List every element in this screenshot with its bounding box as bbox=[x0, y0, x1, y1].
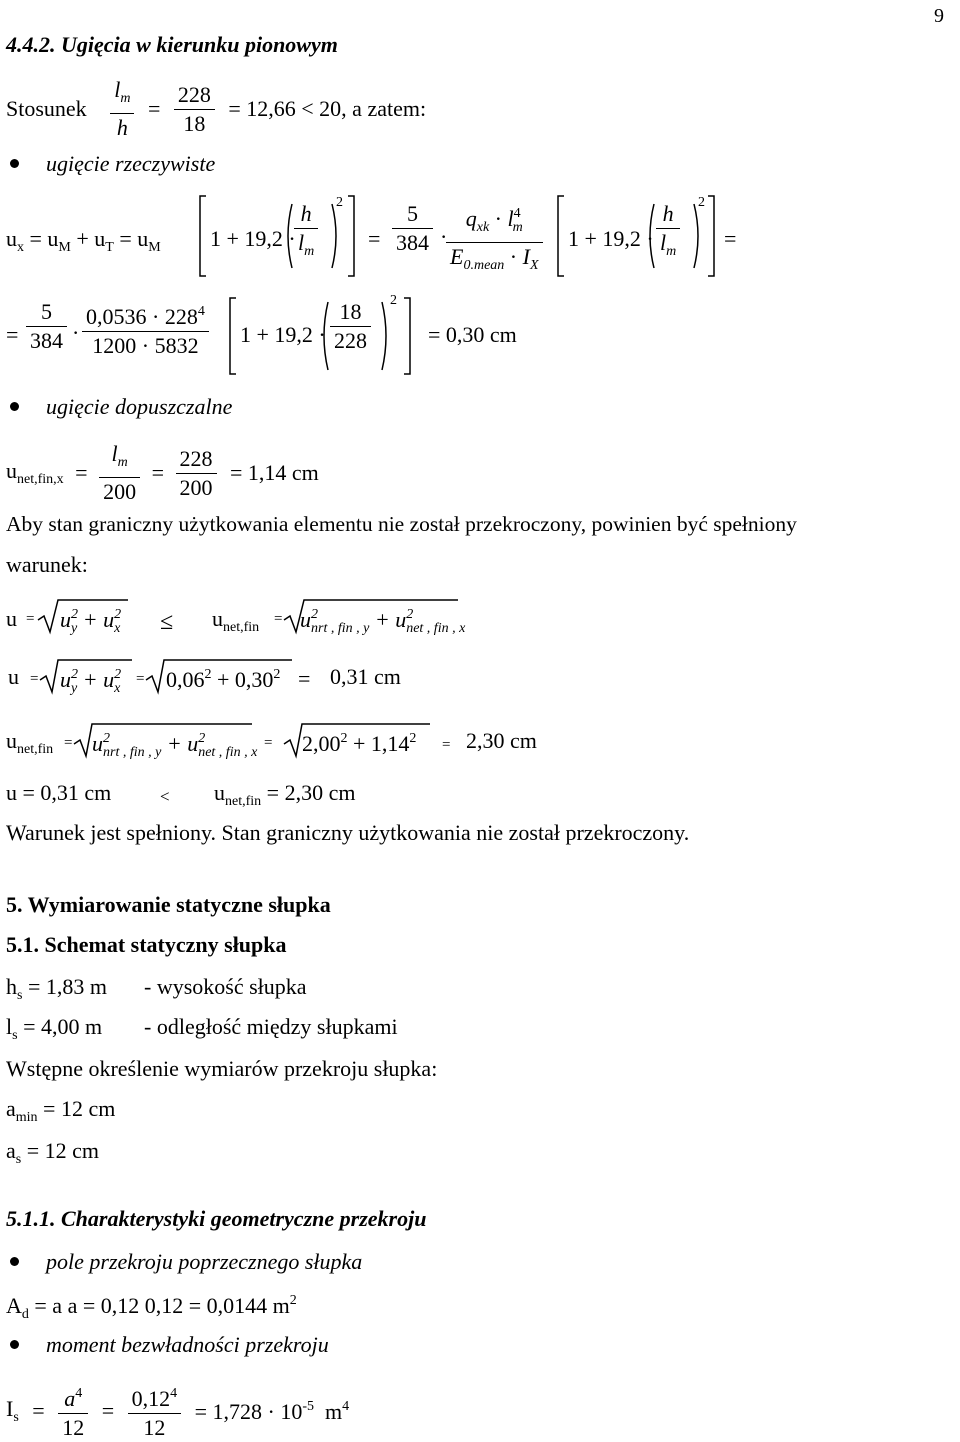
cond-u1: u bbox=[300, 607, 311, 632]
calcunet-sub: net,fin bbox=[17, 742, 54, 757]
calcunet-symbol: u bbox=[6, 728, 17, 753]
calcu-v2: + 0,30 bbox=[217, 667, 274, 692]
amin-value: = 12 cm bbox=[43, 1096, 116, 1121]
ratio-den: 18 bbox=[183, 110, 206, 136]
ratio-label: Stosunek bbox=[6, 96, 87, 121]
cond-unet-symbol: u bbox=[212, 606, 223, 631]
is-line bbox=[6, 1380, 349, 1442]
ux-T: T bbox=[105, 240, 114, 255]
cond-le: ≤ bbox=[160, 609, 174, 635]
cond-eq2: = bbox=[274, 611, 283, 627]
cond-u: u bbox=[6, 606, 17, 631]
num-pow4: 4 bbox=[197, 304, 205, 319]
unet-lm: l bbox=[111, 441, 118, 466]
unet-lm-sub: m bbox=[117, 455, 128, 470]
is-12b: 12 bbox=[143, 1415, 166, 1440]
unet-frac-228-200 bbox=[176, 445, 217, 502]
hs-value: = 1,83 m bbox=[27, 974, 107, 999]
calcu-pow: 2 bbox=[71, 667, 78, 682]
num-384: 384 bbox=[30, 328, 63, 353]
ux-384: 384 bbox=[396, 230, 429, 255]
calcu-uy: u bbox=[60, 667, 71, 692]
cond-unet-sub: net,fin bbox=[223, 620, 260, 635]
calcunet-v1: 2,00 bbox=[302, 731, 341, 756]
calcunet-u1: u bbox=[92, 731, 103, 756]
calcunet-pow: 2 bbox=[103, 731, 110, 746]
ad-symbol: A bbox=[6, 1293, 22, 1318]
prelim-text: Wstępne określenie wymiarów przekroju słupka: bbox=[6, 1056, 438, 1081]
bullet-dot bbox=[10, 1257, 19, 1266]
ux-bracket-left-2 bbox=[558, 196, 564, 276]
cond-plus-unet: + u bbox=[374, 607, 407, 632]
calcu-eq2: = bbox=[136, 671, 145, 687]
ux-bracket-right bbox=[348, 196, 354, 276]
ux-eq3: = bbox=[368, 226, 381, 251]
calcunet-u bbox=[6, 730, 53, 757]
ux-bracket-left bbox=[200, 196, 206, 276]
calcu-values: $0,06^2 + 0,30^2$ bbox=[166, 667, 281, 692]
compare-left: u = 0,31 cm bbox=[6, 780, 112, 805]
ux-h2: h bbox=[656, 200, 680, 229]
ux-power-1: 2 bbox=[336, 195, 343, 210]
calcunet-nrt: nrt , fin , y bbox=[103, 745, 162, 760]
unet-eq: = bbox=[75, 460, 88, 485]
ux-lsub: m bbox=[512, 220, 523, 235]
ux-frac-h-lm bbox=[294, 200, 318, 266]
ux-M: M bbox=[58, 240, 71, 255]
ux-5: 5 bbox=[392, 200, 433, 229]
cond-net: net , fin , x bbox=[406, 621, 466, 636]
paragraph-condition-2: warunek: bbox=[6, 552, 88, 577]
ad-sub: d bbox=[21, 1307, 29, 1322]
hs-desc: - wysokość słupka bbox=[144, 974, 307, 999]
ux-dot: · bbox=[440, 224, 448, 249]
ad-expression: = a a = 0,12 0,12 = 0,0144 m bbox=[34, 1293, 290, 1318]
as-sub: s bbox=[15, 1152, 22, 1167]
is-frac-a4-12 bbox=[58, 1380, 88, 1442]
paragraph-condition: Aby stan graniczny użytkowania elementu nie został przekroczony, powinien być spełniony bbox=[6, 512, 797, 536]
ratio-num: 228 bbox=[174, 81, 215, 110]
ux-l: l bbox=[507, 206, 514, 231]
cond-eq: = bbox=[26, 611, 35, 627]
is-exp: -5 bbox=[302, 1398, 315, 1414]
calcunet-eq3: = bbox=[442, 737, 451, 753]
is-unit4: 4 bbox=[342, 1398, 350, 1414]
ux-power-2: 2 bbox=[698, 195, 705, 210]
ux-eq1: = u bbox=[29, 226, 59, 251]
num-bracket-right bbox=[404, 298, 410, 374]
calcu-eq3: = bbox=[298, 666, 311, 691]
ux-Esub: 0.mean bbox=[463, 258, 505, 273]
ratio-lm: l bbox=[114, 77, 121, 102]
cond-uy: u bbox=[60, 607, 71, 632]
bullet-dot bbox=[10, 1340, 19, 1349]
calcu-u: u bbox=[8, 664, 19, 689]
unet-symbol: u bbox=[6, 457, 17, 483]
ratio-lm-sub: m bbox=[120, 91, 131, 106]
is-v: 0,12 bbox=[131, 1386, 171, 1411]
calcu-plus: + u bbox=[82, 667, 115, 692]
bullet-dot bbox=[10, 159, 19, 168]
ratio-result: = 12,66 < 20, a zatem: bbox=[228, 96, 427, 121]
unet-200b: 200 bbox=[179, 474, 213, 500]
bullet-moment: moment bezwładności przekroju bbox=[46, 1332, 329, 1357]
calcu-result: 0,31 cm bbox=[330, 664, 401, 689]
calcunet-plus: + u bbox=[166, 731, 199, 756]
calcunet-eq: = bbox=[64, 735, 73, 751]
cond-pow: 2 bbox=[71, 607, 78, 622]
cond-unet bbox=[212, 608, 259, 635]
num-5: 5 bbox=[26, 298, 67, 327]
is-a4: 4 bbox=[75, 1386, 83, 1401]
unet-result: = 1,14 cm bbox=[230, 460, 319, 485]
num-eq: = bbox=[6, 322, 19, 347]
bullet-real-deflection: ugięcie rzeczywiste bbox=[46, 151, 216, 176]
ux-symbol: u bbox=[6, 226, 17, 251]
num-bracket-left bbox=[230, 298, 236, 374]
ux-formula-left bbox=[6, 228, 161, 255]
ux-paren-right-2 bbox=[694, 204, 698, 268]
num-power: 2 bbox=[390, 293, 397, 308]
ux-bracket-right-2 bbox=[708, 196, 714, 276]
amin-line bbox=[6, 1098, 115, 1125]
ux-q: q bbox=[465, 206, 477, 231]
calcu-sqrt-content: $u^2_y + u^2_x$ bbox=[60, 667, 122, 696]
section-heading-51: 5.1. Schemat statyczny słupka bbox=[6, 932, 287, 957]
calcunet-net: net , fin , x bbox=[198, 745, 258, 760]
page-number: 9 bbox=[934, 5, 944, 27]
compare-right bbox=[214, 782, 355, 809]
num-paren-right bbox=[382, 302, 386, 370]
ux-sub: x bbox=[17, 240, 24, 255]
ratio-frac-values bbox=[174, 81, 215, 138]
hs-line bbox=[6, 976, 107, 1003]
cond-plus-ux: + u bbox=[82, 607, 115, 632]
num-dot: · bbox=[72, 320, 80, 345]
ad-power: 2 bbox=[289, 1293, 297, 1308]
ls-line bbox=[6, 1016, 102, 1043]
num-frac-18-228 bbox=[330, 298, 371, 355]
is-result: = 1,728 · 10 bbox=[194, 1398, 303, 1424]
ratio-h: h bbox=[116, 115, 128, 140]
amin-sub: min bbox=[15, 1110, 38, 1125]
section-heading-5: 5. Wymiarowanie statyczne słupka bbox=[6, 892, 331, 917]
ux-bracket-term-1: 1 + 19,2 · bbox=[210, 226, 296, 251]
calcu-eq: = bbox=[30, 671, 39, 687]
is-frac-values bbox=[128, 1380, 182, 1442]
num-numerator: 0,0536 · 228 bbox=[86, 304, 198, 329]
num-bracket-term: 1 + 19,2 · bbox=[240, 322, 326, 347]
is-sub: s bbox=[13, 1409, 19, 1425]
calcunet-result: 2,30 cm bbox=[466, 728, 537, 753]
unet-line: $u_{net,fin,x}$ = $\frac{l_m}{200}$ = $\frac{228}{200}$ = 1,14 cm bbox=[6, 441, 319, 504]
calcu-x: x bbox=[114, 681, 121, 696]
calcunet-values: $2,00^2 + 1,14^2$ bbox=[302, 731, 417, 756]
conclusion: Warunek jest spełniony. Stan graniczny użytkowania nie został przekroczony. bbox=[6, 820, 690, 845]
ux-xk: xk bbox=[476, 220, 490, 235]
bullet-dot bbox=[10, 402, 19, 411]
is-v4: 4 bbox=[170, 1386, 178, 1401]
hs-sub: s bbox=[17, 988, 23, 1003]
ls-sub: s bbox=[12, 1028, 18, 1043]
cond-sqrt-content: $u^2_y + u^2_x$ bbox=[60, 607, 122, 636]
ux-eq2: = u bbox=[119, 226, 149, 251]
unet-frac-lm-200 bbox=[99, 440, 140, 506]
cond-x: x bbox=[114, 621, 121, 636]
calcu-v1: 0,06 bbox=[166, 667, 205, 692]
cond-nrt: nrt , fin , y bbox=[311, 621, 370, 636]
cond-y: y bbox=[71, 621, 78, 636]
ux-plus: + u bbox=[76, 226, 106, 251]
compare-sub: net,fin bbox=[225, 794, 262, 809]
ux-lm2-sub: m bbox=[666, 244, 677, 259]
num-frac-5-384 bbox=[26, 298, 67, 355]
is-a: a bbox=[64, 1386, 76, 1411]
ux-Isub: X bbox=[529, 258, 539, 273]
hs-symbol: h bbox=[6, 974, 17, 999]
ux-l4: 4 bbox=[513, 206, 521, 221]
as-symbol: a bbox=[6, 1138, 16, 1163]
bullet-allowable-deflection: ugięcie dopuszczalne bbox=[46, 394, 233, 419]
as-line bbox=[6, 1140, 99, 1167]
num-frac-main bbox=[82, 298, 209, 360]
ls-value: = 4,00 m bbox=[23, 1014, 103, 1039]
num-18: 18 bbox=[330, 298, 371, 327]
compare-u: u bbox=[214, 780, 225, 805]
ux-lm2: l bbox=[660, 230, 667, 255]
is-unit: m bbox=[325, 1398, 343, 1424]
ad-line bbox=[6, 1294, 297, 1322]
compare-value: = 2,30 cm bbox=[266, 780, 356, 805]
is-symbol: I bbox=[6, 1395, 14, 1421]
bullet-area: pole przekroju poprzecznego słupka bbox=[46, 1249, 363, 1274]
ux-frac-5-384 bbox=[392, 200, 433, 257]
ux-h: h bbox=[294, 200, 318, 229]
ux-I: I bbox=[522, 244, 530, 269]
is-12: 12 bbox=[62, 1415, 85, 1440]
calcunet-v2: + 1,14 bbox=[353, 731, 410, 756]
ux-lm-sub: m bbox=[304, 244, 315, 259]
ux-M2: M bbox=[148, 240, 161, 255]
ls-symbol: l bbox=[6, 1014, 13, 1039]
amin-symbol: a bbox=[6, 1096, 16, 1121]
unet-sub: net,fin,x bbox=[17, 471, 64, 487]
ls-desc: - odległość między słupkami bbox=[144, 1014, 398, 1039]
compare-lt: < bbox=[160, 787, 170, 806]
calcu-y: y bbox=[71, 681, 78, 696]
is-eq: = bbox=[32, 1398, 45, 1423]
ux-frac-q-EI: $\frac{q_{xk} \cdot l^4_m}{E_{0.mean} \cdot I_X}$ bbox=[446, 200, 543, 280]
ux-lm: l bbox=[298, 230, 305, 255]
ux-eq4: = bbox=[724, 226, 737, 251]
num-result: = 0,30 cm bbox=[428, 322, 517, 347]
section-heading-511: 5.1.1. Charakterystyki geometryczne przekroju bbox=[6, 1206, 427, 1231]
ux-bracket-term-2: 1 + 19,2 · bbox=[568, 226, 654, 251]
ratio-frac-lm-h bbox=[110, 76, 134, 142]
cond-sqrt-content-2: $u^2_{nrt , fin , y} + u^2_{net , fin , x}$ bbox=[300, 607, 466, 636]
calcunet-sqrt-content: $u^2_{nrt , fin , y} + u^2_{net , fin , x}$ bbox=[92, 731, 258, 760]
is-eq2: = bbox=[101, 1398, 115, 1423]
section-heading-442: 4.4.2. Ugięcia w kierunku pionowym bbox=[6, 32, 338, 57]
ratio-line: Stosunek $\frac{l_m}{h}$ = $\frac{228}{18}$ = 12,66 < 20, a zatem: bbox=[6, 77, 427, 140]
unet-228: 228 bbox=[176, 445, 217, 474]
ux-E: E bbox=[450, 244, 464, 269]
unet-200: 200 bbox=[103, 479, 137, 504]
ux-paren-right bbox=[332, 204, 336, 268]
num-denominator: 1200 · 5832 bbox=[92, 333, 199, 358]
as-value: = 12 cm bbox=[26, 1138, 100, 1163]
calcunet-eq2: = bbox=[264, 735, 273, 751]
num-228: 228 bbox=[334, 328, 367, 353]
ux-frac-h-lm-2 bbox=[656, 200, 680, 266]
